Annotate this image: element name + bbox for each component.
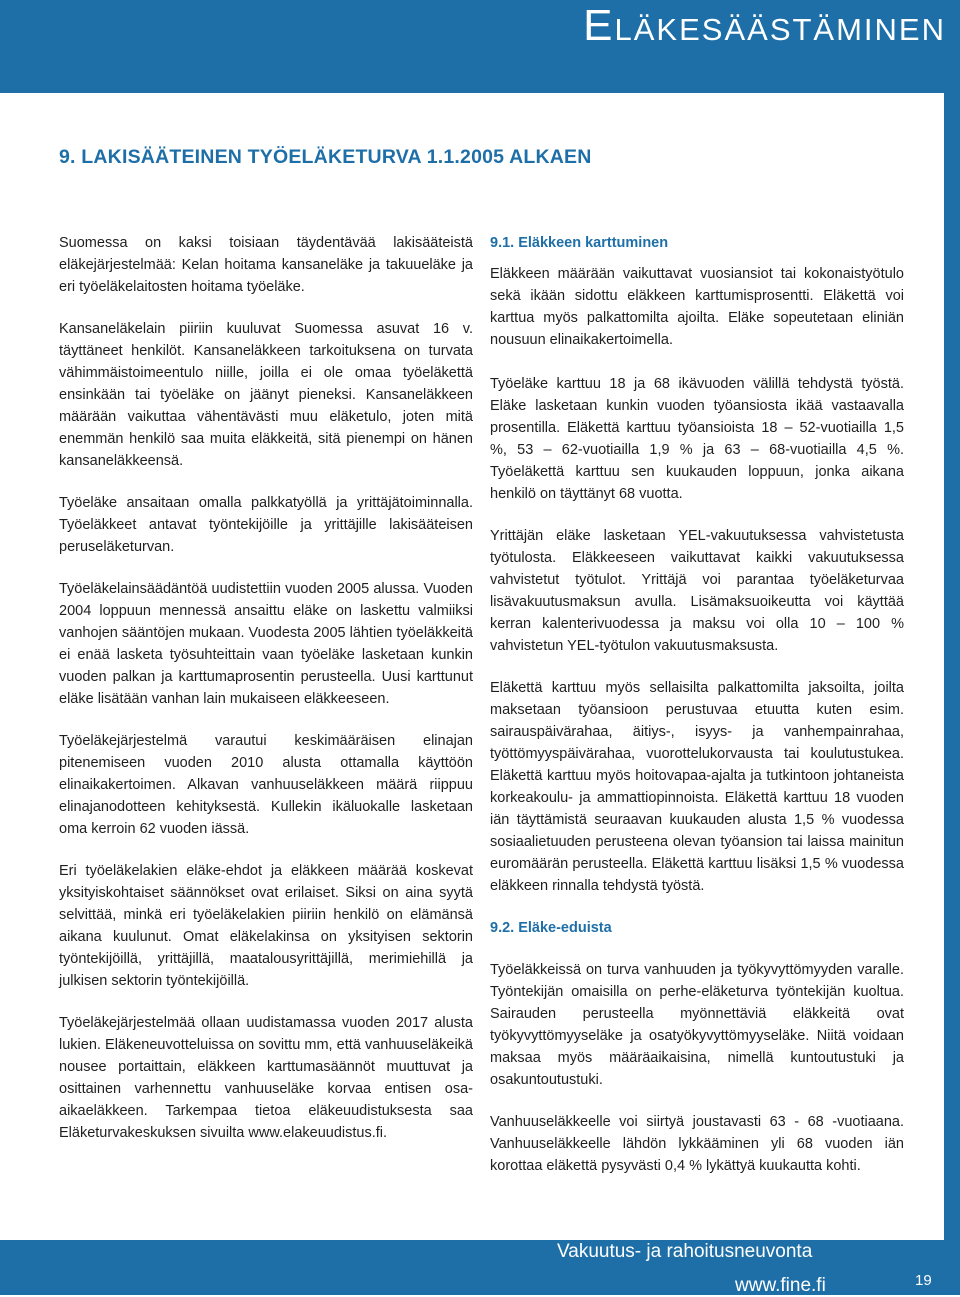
right-paragraph: Eläkkeen määrään vaikuttavat vuosiansiot tai kokonaistyötulo sekä ikään sidottu eläkkeen karttumisprosentti. Eläkettä voi karttua myös palkattomilta ajoilta. Eläke sopeutetaan eliniän nousuun elinaikakertoimella.: [490, 266, 904, 348]
left-paragraph: Työeläke ansaitaan omalla palkkatyöllä ja yrittäjätoiminnalla. Työeläkkeet antavat työntekijöille ja yrittäjille lakisääteisen peruseläketurvan.: [59, 495, 473, 555]
footer-title: Vakuutus- ja rahoitusneuvonta: [557, 1241, 813, 1262]
right-column: [490, 232, 904, 1197]
left-paragraph: Suomessa on kaksi toisiaan täydentävää lakisääteistä eläkejärjestelmää: Kelan hoitama kansaneläke ja takuueläke ja eri työeläkelaitosten hoitama työeläke.: [59, 235, 473, 295]
right-margin-bar: [944, 93, 960, 1240]
page-header-title: Eläkesäästäminen: [583, 1, 946, 50]
left-paragraph: Työeläkejärjestelmää ollaan uudistamassa vuoden 2017 alusta lukien. Eläkeneuvotteluissa on sovittu mm, että vanhuuseläkeikä nousee portaittain, eläkkeen karttumasäännöt muuttuvat ja osittainen varhennettu vanhuuseläke korvaa entisen osa-aikaeläkkeen. Tarkempaa tietoa eläkeuudistuksesta saa Eläketurvakeskuksen sivuilta www.elakeuudistus.fi.: [59, 1015, 473, 1141]
footer-url-link[interactable]: www.fine.fi: [735, 1275, 826, 1296]
right-paragraph: Työeläke karttuu 18 ja 68 ikävuoden välillä tehdystä työstä. Eläke lasketaan kunkin vuoden työansiosta ikää vastaavalla prosentilla. Eläkettä karttuu työansioista 18 – 52-vuotiailla 1,5 %, 53 – 62-vuotiailla 1,9 % ja 63 – 68-vuotiailla 4,5 %. Työeläkettä karttuu sen kuukauden loppuun, jonka aikana henkilö on täyttänyt 68 vuotta.: [490, 376, 904, 502]
subsection-heading-9-1: 9.1. Eläkkeen karttuminen: [490, 235, 669, 251]
right-paragraph: Eläkettä karttuu myös sellaisilta palkattomilta jaksoilta, joilta maksetaan työansioon perustuvaa etuutta kuten esim. sairauspäivärahaa, äitiys-, isyys- ja vanhempainrahaa, työttömyyspäivärahaa, vuorottelukorvausta tai koulutustukea. Eläkettä karttuu myös hoitovapaa-ajalta ja tutkintoon johtaneista korkeakoulu- ja ammattiopinnoista. Eläkettä karttuu 18 vuoden iän täyttämistä seuraavan kuukauden alusta 1,5 % vuodessa sosiaalietuuden perusteena olevan työansion tai laissa mainitun euromäärän perusteella. Eläkettä karttuu lisäksi 1,5 % vuodessa eläkkeen rinnalla tehdystä työstä.: [490, 680, 904, 894]
page-number: 19: [915, 1272, 932, 1289]
section-title: 9. LAKISÄÄTEINEN TYÖELÄKETURVA 1.1.2005 ALKAEN: [59, 146, 592, 168]
left-paragraph: Työeläkelainsäädäntöä uudistettiin vuoden 2005 alussa. Vuoden 2004 loppuun mennessä ansaittu eläke on laskettu valmiiksi vanhojen sääntöjen mukaan. Vuodesta 2005 lähtien työeläkkeitä ei enää lasketa työsuhteittain vaan työeläke lasketaan kunkin vuoden palkan ja karttumaprosentin perusteella. Uusi karttunut eläke lisätään vanhan lain mukaiseen eläkkeeseen.: [59, 581, 473, 707]
subsection-heading-9-2: 9.2. Eläke-eduista: [490, 920, 612, 936]
left-paragraph: Työeläkejärjestelmä varautui keskimääräisen elinajan pitenemiseen vuoden 2010 alusta ottamalla käyttöön elinaikakertoimen. Alkavan vanhuuseläkkeen määrä riippuu elinajanodotteen kehityksestä. Kullekin ikäluokalle lasketaan oma kerroin 62 vuoden iässä.: [59, 733, 473, 837]
right-paragraph: Työeläkkeissä on turva vanhuuden ja työkyvyttömyyden varalle. Työntekijän omaisilla on perhe-eläketurva työntekijän kuoltua. Sairauden perusteella myönnettäviä eläkkeitä ovat työkyvyttömyyseläke ja osatyökyvyttömyyseläke. Niitä voidaan maksaa myös määräaikaisina, nimellä kuntoutustuki ja osakuntoutustuki.: [490, 962, 904, 1088]
right-paragraph: Yrittäjän eläke lasketaan YEL-vakuutuksessa vahvistetusta työtulosta. Eläkkeeseen vaikuttavat kaikki vakuutuksessa vahvistetut työtulot. Yrittäjä voi parantaa työeläketurvaa lisävakuutusmaksun avulla. Lisämaksuoikeutta voi käyttää kerran kalenterivuodessa ja maksu voi olla 10 – 100 % vahvistetun YEL-työtulon vakuutusmaksusta.: [490, 528, 904, 654]
left-column: [59, 232, 473, 1164]
right-paragraph: Vanhuuseläkkeelle voi siirtyä joustavasti 63 - 68 -vuotiaana. Vanhuuseläkkeelle lähdön lykkääminen yli 68 vuoden iän korottaa eläkettä pysyvästi 0,4 % lykättyä kuukautta kohti.: [490, 1114, 904, 1174]
left-paragraph: Kansaneläkelain piiriin kuuluvat Suomessa asuvat 16 v. täyttäneet henkilöt. Kansaneläkkeen tarkoituksena on turvata vähimmäistoimeentulo niille, joilla ei ole omaa työeläkettä ensinkään tai työeläke on jäänyt pieneksi. Kansaneläkkeen määrään vaikuttaa vähentävästi muu eläketulo, joten mitä enemmän henkilö saa muita eläkkeitä, sitä pienempi on hänen kansaneläkkeensä.: [59, 321, 473, 469]
left-paragraph: Eri työeläkelakien eläke-ehdot ja eläkkeen määrää koskevat yksityiskohtaiset säännökset ovat erilaiset. Siksi on aina syytä selvittää, minkä eri työeläkelakien piiriin henkilö on elämänsä aikana kuulunut. Omat eläkelakinsa on yksityisen sektorin työntekijöillä, yrittäjillä, maatalousyrittäjillä, merimiehillä ja julkisen sektorin työntekijöillä.: [59, 863, 473, 989]
